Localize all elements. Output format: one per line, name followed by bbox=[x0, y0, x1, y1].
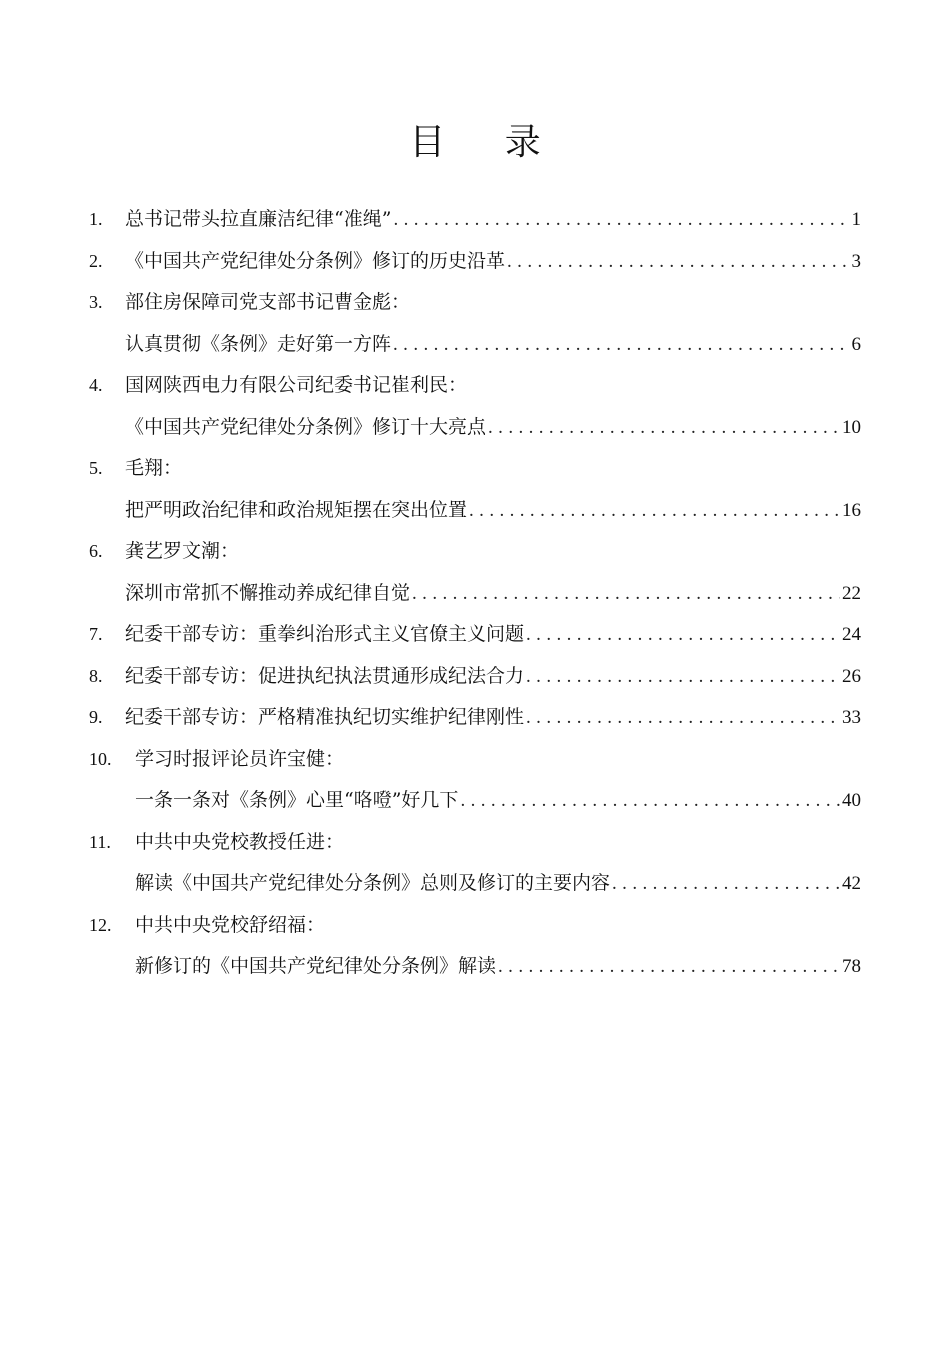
toc-entry-title[interactable]: 学习时报评论员许宝健： bbox=[135, 747, 345, 770]
toc-entry[interactable] bbox=[89, 241, 861, 283]
page-title: 目 录 bbox=[409, 122, 565, 163]
toc-line bbox=[89, 905, 861, 947]
toc-entry-title[interactable]: 《中国共产党纪律处分条例》修订十大亮点 bbox=[125, 415, 487, 438]
toc-entry-number: 7. bbox=[89, 624, 103, 644]
toc-entry-number: 5. bbox=[89, 458, 103, 478]
toc-line bbox=[89, 573, 861, 615]
toc-line bbox=[89, 531, 861, 573]
toc-entry-number: 4. bbox=[89, 375, 103, 395]
toc-line bbox=[89, 656, 861, 698]
toc-page-number: 26 bbox=[842, 665, 861, 687]
toc-line bbox=[89, 739, 861, 781]
toc-leader-dots bbox=[393, 324, 849, 366]
toc-line bbox=[89, 199, 861, 241]
toc-entry-title[interactable]: 一条一条对《条例》心里“咯噔”好几下 bbox=[135, 789, 459, 811]
toc-entry-title[interactable]: 毛翔： bbox=[125, 457, 183, 479]
toc-entry-title[interactable]: 中共中央党校舒绍福： bbox=[135, 913, 326, 936]
toc-page-number: 78 bbox=[842, 956, 861, 977]
toc-entry-title[interactable]: 《中国共产党纪律处分条例》修订的历史沿革 bbox=[125, 249, 506, 272]
toc-leader-dots bbox=[507, 241, 849, 283]
toc-entry-title[interactable]: 纪委干部专访：重拳纠治形式主义官僚主义问题 bbox=[125, 623, 525, 645]
toc-entry-number: 2. bbox=[89, 250, 103, 271]
toc-entry[interactable] bbox=[89, 822, 861, 905]
toc-page-number: 10 bbox=[842, 416, 861, 438]
toc-line bbox=[89, 614, 861, 656]
toc-leader-dots bbox=[526, 614, 840, 656]
toc-entry-number: 12. bbox=[89, 914, 112, 935]
toc-leader-dots bbox=[612, 863, 840, 905]
toc-entry-title[interactable]: 深圳市常抓不懈推动养成纪律自觉 bbox=[125, 581, 411, 604]
toc-page-number: 16 bbox=[842, 499, 861, 521]
toc-leader-dots bbox=[488, 407, 840, 449]
toc-line bbox=[89, 863, 861, 905]
toc-entry[interactable] bbox=[89, 614, 861, 656]
toc-entry-title[interactable]: 纪委干部专访：严格精准执纪切实维护纪律刚性 bbox=[125, 706, 525, 728]
table-of-contents bbox=[89, 199, 861, 988]
toc-leader-dots bbox=[526, 656, 840, 698]
toc-entry-title[interactable]: 新修订的《中国共产党纪律处分条例》解读 bbox=[135, 955, 497, 977]
toc-entry[interactable] bbox=[89, 697, 861, 739]
toc-entry-title[interactable]: 国网陕西电力有限公司纪委书记崔利民： bbox=[125, 374, 468, 396]
toc-entry[interactable] bbox=[89, 656, 861, 698]
toc-line bbox=[89, 324, 861, 366]
toc-line bbox=[89, 282, 861, 324]
toc-leader-dots bbox=[498, 946, 840, 988]
toc-leader-dots bbox=[412, 573, 840, 615]
toc-line bbox=[89, 448, 861, 490]
toc-entry-title[interactable]: 龚艺罗文潮： bbox=[125, 540, 240, 562]
toc-leader-dots bbox=[460, 780, 840, 822]
toc-page-number: 3 bbox=[851, 250, 861, 272]
toc-entry[interactable] bbox=[89, 905, 861, 988]
toc-leader-dots bbox=[393, 199, 849, 241]
toc-entry[interactable] bbox=[89, 282, 861, 365]
toc-entry-title[interactable]: 解读《中国共产党纪律处分条例》总则及修订的主要内容 bbox=[135, 872, 611, 894]
toc-line bbox=[89, 407, 861, 449]
toc-entry[interactable] bbox=[89, 739, 861, 822]
toc-line bbox=[89, 946, 861, 988]
toc-entry[interactable] bbox=[89, 365, 861, 448]
toc-leader-dots bbox=[526, 697, 840, 739]
toc-entry-title[interactable]: 部住房保障司党支部书记曹金彪： bbox=[125, 291, 411, 313]
toc-entry-number: 11. bbox=[89, 831, 111, 852]
toc-page-number: 22 bbox=[842, 582, 861, 604]
toc-page-number: 6 bbox=[851, 333, 861, 355]
toc-page-number: 42 bbox=[842, 873, 861, 894]
toc-entry-number: 6. bbox=[89, 541, 103, 561]
toc-entry-number: 3. bbox=[89, 292, 103, 312]
toc-page-number: 1 bbox=[851, 209, 861, 230]
toc-entry-number: 8. bbox=[89, 665, 103, 686]
toc-entry[interactable] bbox=[89, 448, 861, 531]
toc-page-number: 40 bbox=[842, 790, 861, 811]
toc-entry-title[interactable]: 中共中央党校教授任进： bbox=[135, 830, 345, 853]
toc-entry-number: 1. bbox=[89, 209, 103, 229]
toc-line bbox=[89, 697, 861, 739]
toc-entry-number: 9. bbox=[89, 707, 103, 727]
toc-line bbox=[89, 822, 861, 864]
toc-entry-title[interactable]: 纪委干部专访：促进执纪执法贯通形成纪法合力 bbox=[125, 664, 525, 687]
toc-entry[interactable] bbox=[89, 531, 861, 614]
toc-line bbox=[89, 780, 861, 822]
toc-line bbox=[89, 241, 861, 283]
toc-page-number: 33 bbox=[842, 707, 861, 728]
toc-line bbox=[89, 365, 861, 407]
toc-entry[interactable] bbox=[89, 199, 861, 241]
toc-page-number: 24 bbox=[842, 624, 861, 645]
toc-entry-title[interactable]: 总书记带头拉直廉洁纪律“准绳” bbox=[125, 208, 392, 230]
toc-entry-title[interactable]: 认真贯彻《条例》走好第一方阵 bbox=[125, 332, 392, 355]
toc-line bbox=[89, 490, 861, 532]
toc-entry-number: 10. bbox=[89, 748, 112, 769]
toc-leader-dots bbox=[469, 490, 840, 532]
toc-entry-title[interactable]: 把严明政治纪律和政治规矩摆在突出位置 bbox=[125, 498, 468, 521]
